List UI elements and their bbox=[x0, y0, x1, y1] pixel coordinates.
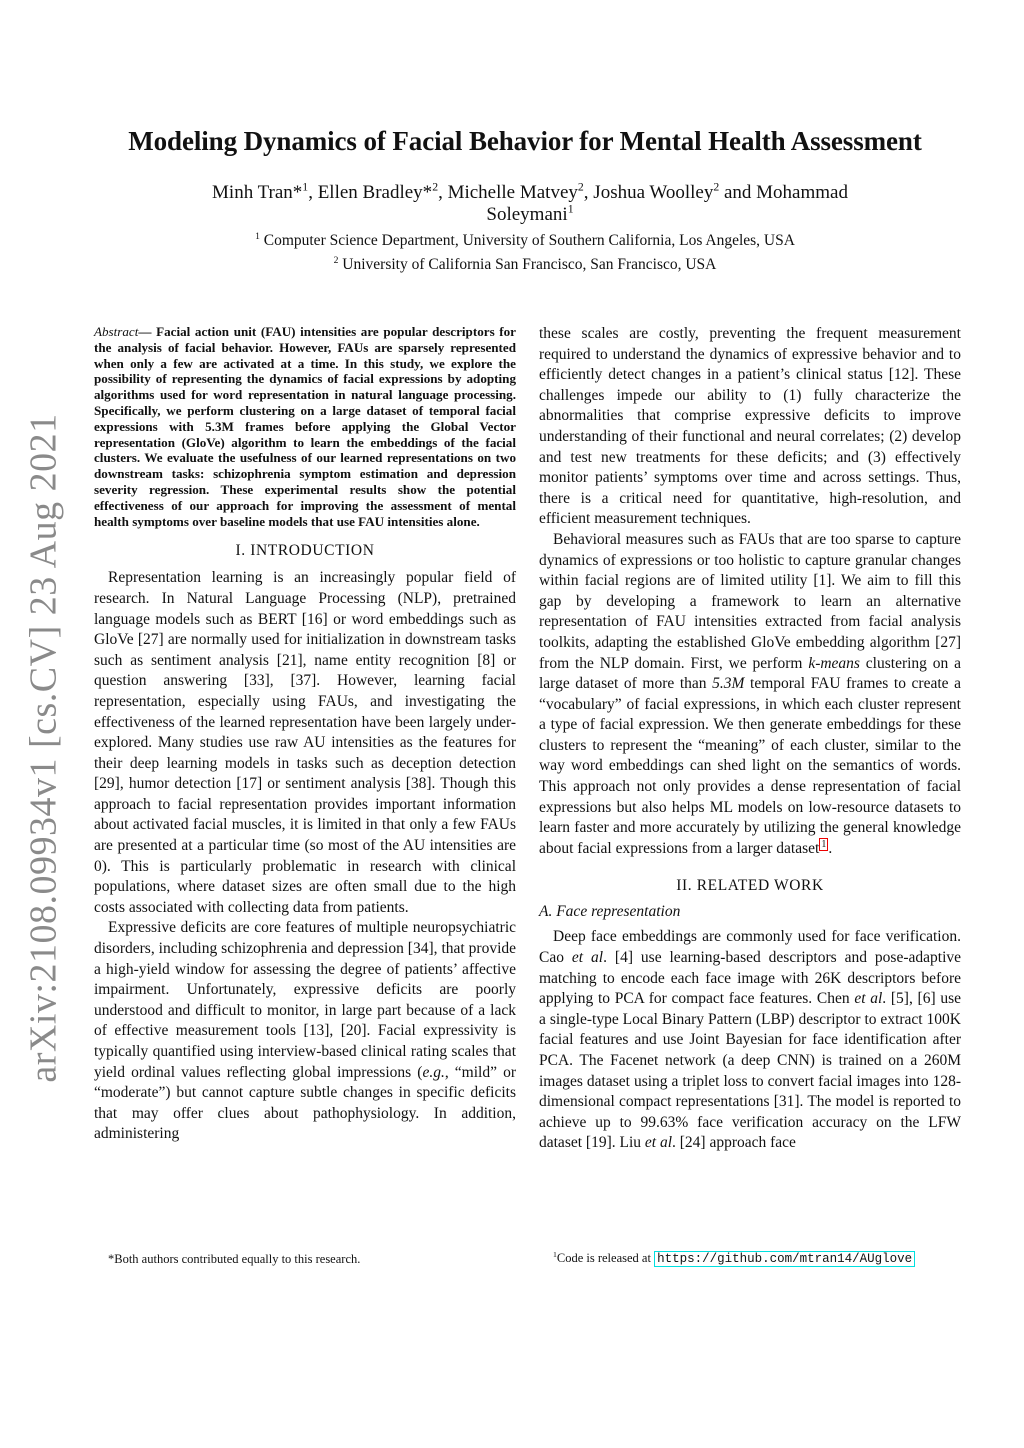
section-heading-introduction: I. INTRODUCTION bbox=[235, 542, 375, 560]
arxiv-identifier bbox=[23, 413, 65, 1083]
author-list: Minh Tran*$^1$, Ellen Bradley*$^2$, Michelle Matvey$^2$, Joshua Woolley$^2$ and Mohammad Soleymani$^1$ bbox=[212, 180, 848, 225]
section-heading-related-work: II. RELATED WORK bbox=[676, 877, 824, 895]
abstract: Abstract— Facial action unit (FAU) intensities are popular descriptors for the analysis of facial behavior. However, FAUs are sparsely represented when only a few are activated at a time. In this study, we explore the possibility of representing the dynamics of facial expressions by adopting algorithms used for word representation in natural language processing. Specifically, we perform clustering on a large dataset of temporal facial expressions with 5.3M frames before applying the Global Vector representation (GloVe) algorithm to learn the embeddings of the facial clusters. We evaluate the usefulness of our learned representations on two downstream tasks: schizophrenia symptom estimation and depression severity regression. These experimental results show the potential effectiveness of our approach for improving the assessment of mental health symptoms over baseline models that use FAU intensities alone. bbox=[94, 324, 516, 529]
code-repository-link[interactable]: https://github.com/mtran14/AUglove bbox=[654, 1251, 915, 1267]
author-2: Ellen Bradley*$^2$ bbox=[317, 180, 439, 203]
author-5: Soleymani$^1$ bbox=[486, 202, 574, 225]
paper-title: Modeling Dynamics of Facial Behavior for Mental Health Assessment bbox=[128, 126, 922, 156]
footnote-equal-contribution: *Both authors contributed equally to this research. bbox=[108, 1252, 361, 1266]
abstract-text: Facial action unit (FAU) intensities are popular descriptors for the analysis of facial behavior. However, FAUs are sparsely represented when only a few are activated at a time. In this study, we explore the possibility of representing the dynamics of facial expressions by adopting algorithms used for word representation in natural language processing. Specifically, we perform clustering on a large dataset of temporal facial expressions with 5.3M frames before applying the Global Vector representation (GloVe) algorithm to learn the embeddings of the facial clusters. We evaluate the usefulness of our learned representations on two downstream tasks: schizophrenia symptom estimation and depression severity regression. These experimental results show the potential effectiveness of our approach for improving the assessment of mental health symptoms over baseline models that use FAU intensities alone. bbox=[94, 324, 516, 529]
arxiv-identifier-text: arXiv:2108.09934v1 [cs.CV] 23 Aug 2021 bbox=[23, 413, 65, 1083]
intro-paragraph-2: Expressive deficits are core features of multiple neuropsychiatric disorders, including schizophrenia and depression [34], that provide a high-yield window for assessing the degree of patients’ affective impairment. Unfortunately, expressive deficits are poorly understood and difficult to monitor, in large part because of a lack of effective measurement tools [13], [20]. Facial expressivity is typically quantified using interview-based clinical rating scales that yield ordinal values reflecting global impressions (e.g., “mild” or “moderate”) but cannot capture subtle changes in specific deficits that may offer clues about pathophysiology. In addition, administering bbox=[94, 919, 516, 1143]
author-1: Minh Tran*$^1$ bbox=[212, 180, 309, 203]
affiliation-2: $^2$ University of California San Francisco, San Francisco, USA bbox=[333, 254, 717, 273]
intro-paragraph-3: these scales are costly, preventing the frequent measurement required to understand the dynamics of expressive behavior and to efficiently detect changes in a patient’s clinical status [12]. These challenges impede our ability to (1) fully characterize the abnormalities that comprise expressive deficits to improve understanding of their functional and neural correlates; (2) develop and test new treatments for these deficits; and (3) effectively monitor patients’ symptoms over time and across settings. Thus, there is a critical need for quantitative, high-resolution, and efficient measurement techniques. bbox=[539, 325, 961, 528]
intro-paragraph-1: Representation learning is an increasingly popular field of research. In Natural Language Processing (NLP), pretrained language models such as BERT [16] or word embeddings such as GloVe [27] are normally used for initialization in downstream tasks such as sentiment analysis [21], name entity recognition [8] or question answering [33], [37]. However, learning facial representation, especially using FAUs, and investigating the effectiveness of the learned representation have been largely under-explored. Many studies use raw AU intensities as the features for their deep learning models in tasks such as deception detection [29], humor detection [17] or sentiment analysis [38]. Though this approach to facial representation provides important information about activated facial muscles, it is limited in that only a few FAUs are presented at a particular time (so most of the AU intensities are 0). This is particularly problematic in research with clinical populations, where dataset sizes are often small due to the high costs associated with collecting data from patients. bbox=[94, 569, 516, 916]
right-column bbox=[539, 324, 961, 1154]
abstract-label: Abstract bbox=[94, 324, 139, 339]
footnote-code-release: $^1$Code is released at https://github.com/mtran14/AUglove bbox=[553, 1251, 915, 1266]
affiliation-1: $^1$ Computer Science Department, University of Southern California, Los Angeles, USA bbox=[255, 230, 795, 249]
author-3: Michelle Matvey$^2$ bbox=[447, 180, 584, 203]
subsection-heading-face-representation: A. Face representation bbox=[539, 903, 681, 921]
left-column bbox=[94, 324, 516, 1145]
intro-paragraph-4: Behavioral measures such as FAUs that are too sparse to capture dynamics of expressions or too holistic to capture granular changes within facial regions are of limited utility [1]. We aim to fill this gap by developing a framework to learn an alternative representation of FAU intensities extracted from facial analysis toolkits, adapting the established GloVe embedding algorithm [27] from the NLP domain. First, we perform k-means clustering on a large dataset of more than 5.3M temporal FAU frames to create a “vocabulary” of facial expressions, in which each cluster represent a type of facial expression. We then generate embeddings for these clusters to represent the “meaning” of each cluster, similar to the way word embeddings can shed light on the semantics of words. This approach not only provides a dense representation of facial expressions but also helps ML models on low-resource datasets to learn faster and more accurately by utilizing the general knowledge about facial expressions from a larger dataset $^1$ . bbox=[539, 530, 961, 857]
related-work-paragraph-1: Deep face embeddings are commonly used for face verification. Cao et al. [4] use learning-based descriptors and pose-adaptive matching to encode each face image with 26K descriptors before applying to PCA for compact face features. Chen et al. [5], [6] use a single-type Local Binary Pattern (LBP) descriptor to extract 100K facial features and use Joint Bayesian for face identification after PCA. The Facenet network (a deep CNN) is trained on a 260M images dataset using a triplet loss to convert facial images into 128-dimensional compact representations [31]. The model is reported to achieve up to 99.63% face verification accuracy on the LFW dataset [19]. Liu et al. [24] approach face bbox=[539, 928, 962, 1152]
author-4: Joshua Woolley$^2$ bbox=[593, 180, 720, 203]
author-connector: and Mohammad bbox=[723, 182, 848, 203]
footnote-1-reference[interactable]: 1 bbox=[821, 838, 827, 850]
